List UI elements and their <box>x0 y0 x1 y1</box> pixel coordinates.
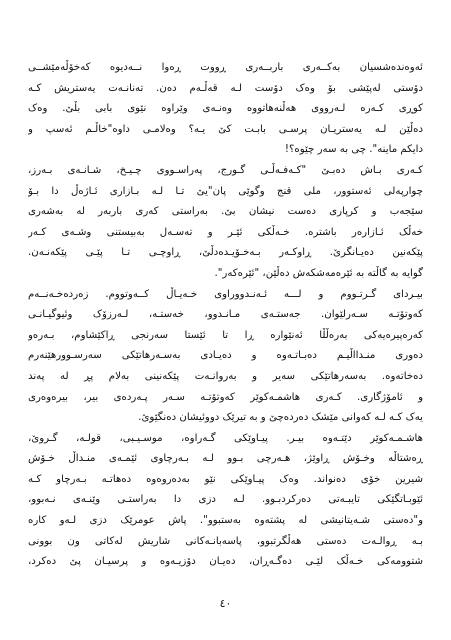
text-line: و ئامۆژگاری. کـەری هاشمـەکوێر کەوتۆتـە سـەر پـەردەی بیر، بیرەوەری <box>28 391 423 403</box>
text-line: ئەوەندەشسیان بەکــەری باربــەری ڕووت ڕەوا نــەدیوە کەخۆڵەمێشــی <box>28 62 423 73</box>
text-line: کوڕی کـەرە لـەرووی هەڵنەهاتووە وەنـەی وێراوە نێوی بابی بڵێ. وەک <box>28 103 423 115</box>
body-text <box>28 58 423 573</box>
text-line: بیـردای گـرتـووم و لـــە ئـەنـدووراوی خـەیـاڵ کــەوتووم. زەردەخـەنــەم <box>28 288 423 300</box>
text-line: هاشـمـەکوێر دێتـەوە بیـر. پیـاوێکی گـەراوە، موسـیـبی، قولـە، گـروێ، <box>28 432 423 444</box>
text-line: ئێوبـاتگێکی تایبـەتی دەرکردبـوو. لـە دزی دا بەراستـی وێنـەی نـەبوو، <box>28 494 423 506</box>
text-line: دایکم ماینە". چی بە سەر چێوە؟! <box>284 144 423 156</box>
text-line: شتوومەکی خـەڵک لێـی دەگـەڕان، دەیـان دۆزیـەوە و پرسیـان پێ دەکرد، <box>28 556 423 568</box>
text-line: ڕەشتاڵە وخـۆش ڕاوێژ، هـەرچی بـوو لـە بـەرچاوی ئێمـەی منـداڵ خـۆش <box>28 453 423 465</box>
text-line: و"دەستی شـەیتانیشی لە پشتەوە بەستبوو". پاش عومرێک دزی لـەو کارە <box>28 515 423 527</box>
text-line: یەک کـە لـە کەوانی مێشک دەردەچێ و بە تیرێک دووئیشان دەنگێوێ. <box>138 412 423 424</box>
text-line: کەرەپیرەیەکی بەرەڵڵا ئەنێوارە ڕا تا ئێستا سەرنجی ڕاکێشاوم، بـەرەو <box>28 329 423 341</box>
text-line: سێجەب و کرپاری دەست نیشان بێ. بەراستی کەری باربەر لە بەشەری <box>28 206 423 218</box>
text-line: دەخاتەوە. بەسەرهاتێکی سەیر و بەروانـەت پێکەنینی بەلام پڕ لە پەند <box>28 370 423 382</box>
text-line: خەڵک ئـازارەر باشترە. خـەڵکی ئێـر و تەسـەل بەبیستنی وشـەی کـەر <box>28 226 423 238</box>
text-line: دەڵێن لـە یەستریـان پرسـی بابـت کێ یـە؟ وەلامـی داوە"خاڵـم ئەسپ و <box>28 123 423 135</box>
text-line: شیرین خۆی دەنواند. وەک پیـاوێکی نێو بەدەروەوە دەهاتـە بـەرچاو کـە <box>28 473 423 485</box>
text-line: پێکەنین دەیـانگرێ. ڕاوکـەر بـەخـۆیـدەدڵێ، ڕاوچـی تـا پێـی پێکەنـەن. <box>28 247 423 259</box>
text-line: دۆستی لەپێشی بۆ وەک دۆست لـە قەڵـەم دەن. تەنانـەت یەستریش کـە <box>28 82 423 94</box>
text-line: گوایە بە گاڵتە بە ئێرەمەشکەش دەڵێن، "ئێرەکەر". <box>214 267 423 279</box>
page-number: ٤٠ <box>219 597 232 610</box>
text-line: بـە ڕوالـەت دەستی هەڵگرتبوو، پاسەبانـەکانی شاریش لەکاتی ون بوونی <box>28 535 423 547</box>
text-line: کەوتۆتـە سـەرلێوان. جەستـەی مـانـدوو، خەستـە، لـەرزۆک وئیوگیـانـی <box>28 309 423 321</box>
text-line: دەوری منـدااڵیـم دەبـاتـەوە و دەیـادی بەسـەرهاتێکی سەرسـوورهێنەرم <box>28 350 423 362</box>
text-line: چوارپەلی ئەستوور، ملی قنج وگوێی پان"یێ تـا لـە بـازاری ئـاژەڵ دا بـۆ <box>28 185 423 197</box>
text-line: کـەری بـاش دەبـێ "کـەفـەڵـی گـورج، پەراسـووی چـیـخ، شـانـەی بـەرز، <box>28 164 423 176</box>
